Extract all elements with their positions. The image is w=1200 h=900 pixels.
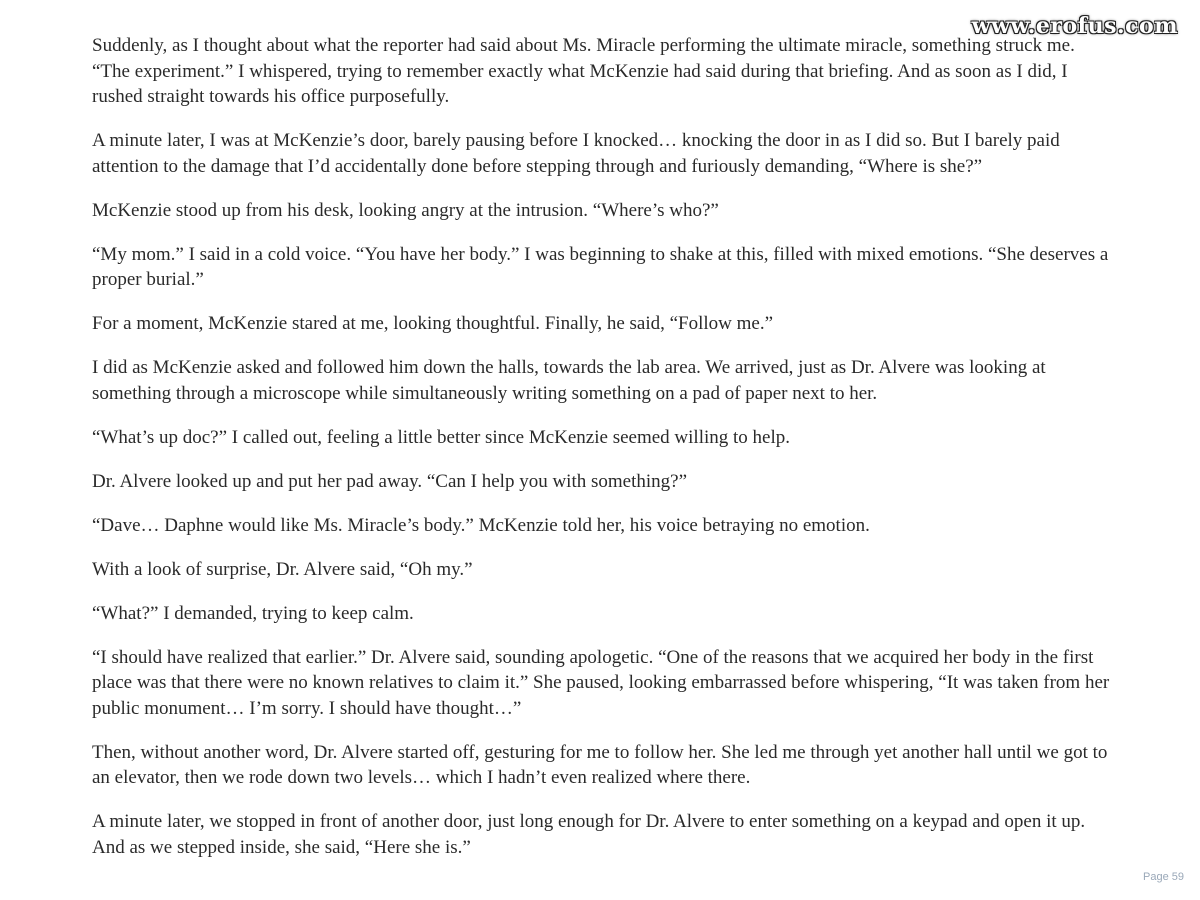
paragraph: A minute later, I was at McKenzie’s door, barely pausing before I knocked… knocking the door in as I did so. But I barely paid attention to the damage that I’d accidentally done before stepping through and furiously demanding, “Where is she?” xyxy=(92,130,1060,177)
paragraph: “What’s up doc?” I called out, feeling a little better since McKenzie seemed willing to help. xyxy=(92,426,790,448)
watermark-logo: www.erofus.com xyxy=(971,13,1178,39)
paragraph: Suddenly, as I thought about what the reporter had said about Ms. Miracle performing the ultimate miracle, something struck me. “The experiment.” I whispered, trying to remember exactly what McKenzie had said during that briefing. And as soon as I did, I rushed straight towards his office purposefully. xyxy=(92,35,1075,107)
paragraph: “My mom.” I said in a cold voice. “You have her body.” I was beginning to shake at this, filled with mixed emotions. “She deserves a proper burial.” xyxy=(92,243,1109,290)
paragraph: McKenzie stood up from his desk, looking angry at the intrusion. “Where’s who?” xyxy=(92,199,719,221)
page-number: Page 59 xyxy=(1143,871,1184,883)
paragraph: “I should have realized that earlier.” Dr. Alvere said, sounding apologetic. “One of the reasons that we acquired her body in the first place was that there were no known relatives to claim it.” She paused, looking embarrassed before whispering, “It was taken from her public monument… I’m sorry. I should have thought…” xyxy=(92,646,1110,719)
paragraph: With a look of surprise, Dr. Alvere said, “Oh my.” xyxy=(92,558,473,580)
paragraph: A minute later, we stopped in front of another door, just long enough for Dr. Alvere to enter something on a keypad and open it up. And as we stepped inside, she said, “Here she is.” xyxy=(92,811,1086,858)
paragraph: I did as McKenzie asked and followed him down the halls, towards the lab area. We arrived, just as Dr. Alvere was looking at something through a microscope while simultaneously writing something on a pad of paper next to her. xyxy=(92,357,1046,404)
paragraph: For a moment, McKenzie stared at me, looking thoughtful. Finally, he said, “Follow me.” xyxy=(92,313,774,334)
paragraph: “What?” I demanded, trying to keep calm. xyxy=(92,602,414,624)
story-text xyxy=(92,33,1110,879)
paragraph: Dr. Alvere looked up and put her pad away. “Can I help you with something?” xyxy=(92,470,688,492)
paragraph: Then, without another word, Dr. Alvere started off, gesturing for me to follow her. She led me through yet another hall until we got to an elevator, then we rode down two levels… which I hadn’t even realized where there. xyxy=(92,741,1108,788)
paragraph: “Dave… Daphne would like Ms. Miracle’s body.” McKenzie told her, his voice betraying no emotion. xyxy=(92,514,870,536)
